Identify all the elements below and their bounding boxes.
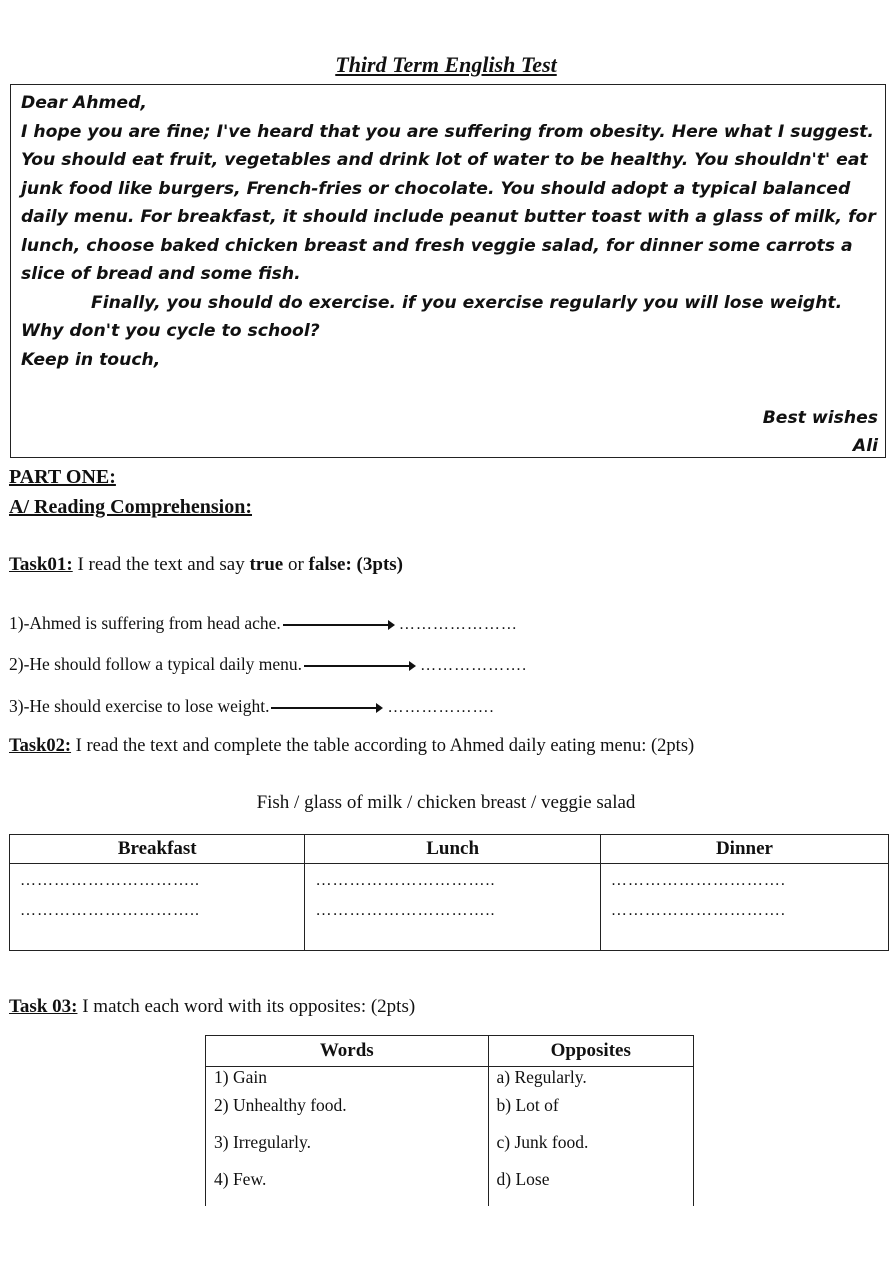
letter-sign-off: Best wishes	[762, 408, 878, 428]
task1-points: : (3pts)	[345, 554, 404, 575]
task3-label: Task 03:	[9, 996, 78, 1017]
opposite-cell: b) Lot of	[488, 1095, 693, 1132]
letter-paragraph-1: I hope you are fine; I've heard that you are suffering from obesity. Here what I suggest. You should eat fruit, vegetables and drink lot of water to be healthy. You shouldn't' eat junk food like burgers, French-fries or chocolate. You should adopt a typical balanced daily menu. For breakfast, it should include peanut butter toast with a glass of milk, for lunch, choose baked chicken breast and fresh veggie salad, for dinner some carrots a slice of bread and some fish.	[21, 121, 876, 284]
task1-item	[9, 696, 494, 717]
answer-blank[interactable]: ……………….	[387, 699, 495, 716]
answer-blank[interactable]: …………………	[398, 616, 518, 633]
letter-signature: Ali	[852, 436, 878, 456]
table-row	[206, 1132, 694, 1169]
column-header-lunch: Lunch	[305, 835, 600, 864]
blank-line: ………………………….	[610, 902, 786, 919]
task1-text: I read the text and say	[72, 554, 250, 575]
task1-or-word: or	[283, 554, 309, 575]
answer-blank[interactable]: ……………….	[420, 657, 528, 674]
arrow-icon	[304, 665, 414, 667]
column-header-opposites: Opposites	[488, 1036, 693, 1067]
task1-item-text: 2)-He should follow a typical daily menu.	[9, 654, 303, 674]
task3-instruction	[9, 996, 415, 1018]
task3-text: I match each word with its opposites: (2pts)	[77, 996, 416, 1017]
word-cell: 4) Few.	[206, 1169, 489, 1206]
task2-text: I read the text and complete the table according to Ahmed daily eating menu: (2pts)	[71, 736, 695, 756]
blank-line: …………………………..	[315, 872, 496, 889]
word-cell: 3) Irregularly.	[206, 1132, 489, 1169]
table-row	[206, 1169, 694, 1206]
blank-line: …………………………..	[20, 902, 200, 919]
breakfast-cell[interactable]	[10, 864, 305, 951]
page-title: Third Term English Test	[335, 52, 557, 77]
arrow-icon	[283, 624, 393, 626]
letter-greeting: Dear Ahmed,	[21, 93, 147, 113]
letter-closing: Keep in touch,	[21, 349, 161, 370]
opposites-table	[205, 1035, 694, 1206]
blank-line: ………………………….	[610, 872, 786, 889]
daily-menu-table	[9, 834, 889, 951]
task2-label: Task02:	[9, 736, 72, 756]
opposite-cell: d) Lose	[488, 1169, 693, 1206]
column-header-dinner: Dinner	[600, 835, 888, 864]
task1-item-text: 3)-He should exercise to lose weight.	[9, 696, 270, 716]
table-row	[206, 1095, 694, 1132]
task1-instruction	[9, 554, 403, 576]
task1-true-word: true	[249, 554, 284, 575]
task1-label: Task01:	[9, 554, 73, 575]
dinner-cell[interactable]	[600, 864, 888, 951]
blank-line: …………………………..	[315, 902, 496, 919]
task1-item-text: 1)-Ahmed is suffering from head ache.	[9, 613, 281, 633]
blank-line: …………………………..	[20, 872, 200, 889]
task1-false-word: false	[308, 554, 346, 575]
word-cell: 1) Gain	[206, 1067, 489, 1096]
lunch-cell[interactable]	[305, 864, 600, 951]
letter-paragraph-2: Finally, you should do exercise. if you exercise regularly you will lose weight. Why don't you cycle to school?	[21, 292, 843, 341]
arrow-icon	[271, 707, 381, 709]
word-bank: Fish / glass of milk / chicken breast / veggie salad	[256, 792, 636, 813]
task1-item	[9, 613, 518, 634]
section-a-heading: A/ Reading Comprehension:	[9, 496, 252, 518]
part-one-heading: PART ONE:	[9, 466, 116, 488]
opposite-cell: a) Regularly.	[488, 1067, 693, 1096]
column-header-breakfast: Breakfast	[10, 835, 305, 864]
opposite-cell: c) Junk food.	[488, 1132, 693, 1169]
word-cell: 2) Unhealthy food.	[206, 1095, 489, 1132]
task1-item	[9, 654, 527, 675]
letter-body	[21, 89, 879, 374]
column-header-words: Words	[206, 1036, 489, 1067]
task2-instruction	[9, 736, 694, 757]
table-row	[206, 1067, 694, 1096]
